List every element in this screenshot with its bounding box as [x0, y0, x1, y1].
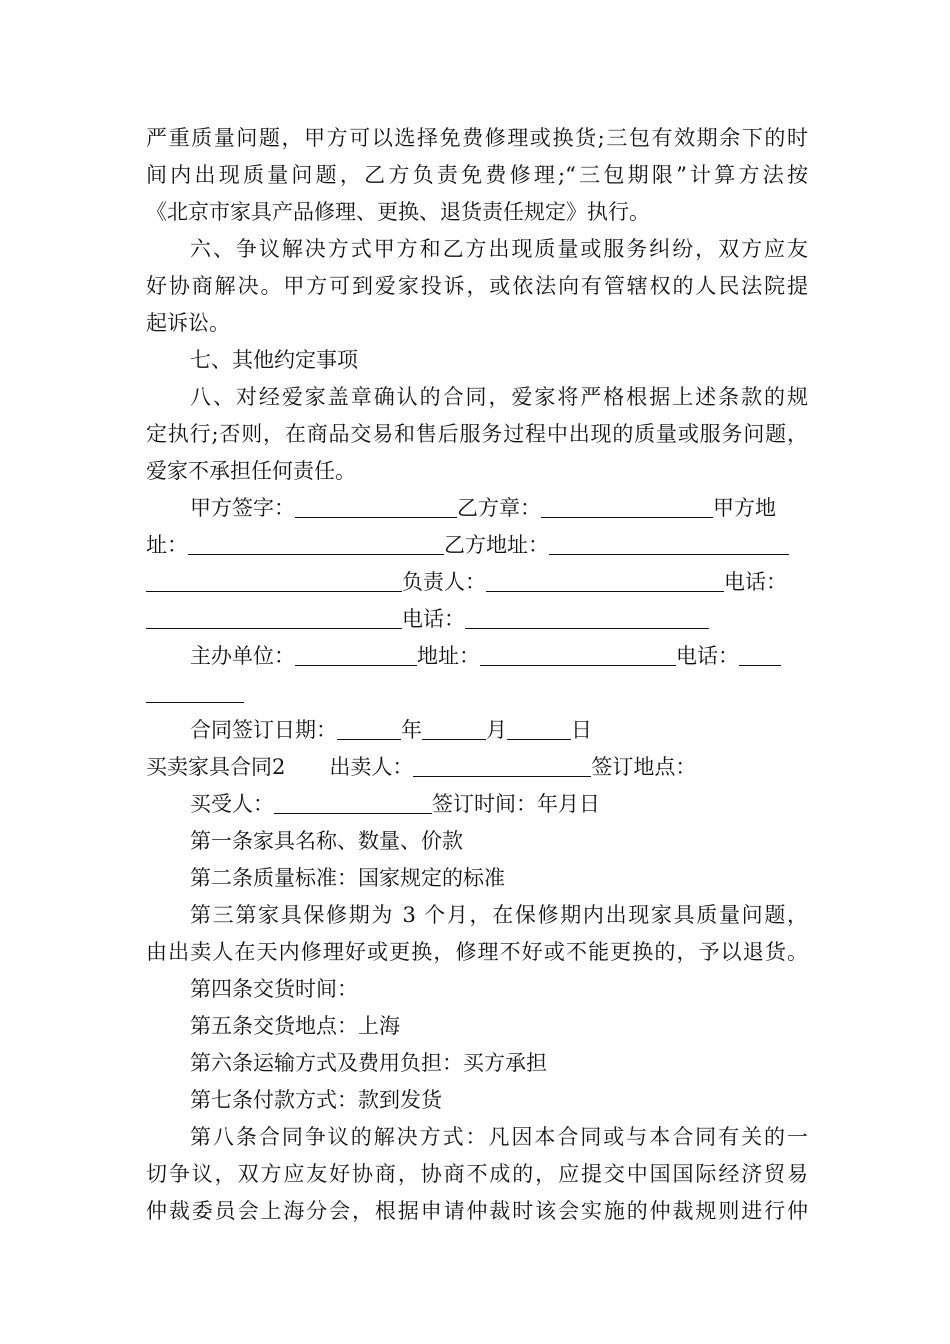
address-cont-blank — [146, 569, 402, 592]
phone-label: 电话： — [724, 570, 787, 594]
contract-2-header — [146, 752, 696, 782]
year-label: 年 — [401, 718, 422, 742]
party-a-sign-blank — [295, 495, 457, 518]
phone-blank-3 — [739, 643, 781, 666]
party-b-seal-label: 乙方章： — [457, 496, 541, 520]
day-label: 日 — [571, 718, 592, 742]
phone-label-2: 电话： — [402, 607, 465, 631]
article-8-line-1: 第八条合同争议的解决方式：凡因本合同或与本合同有关的一 — [190, 1125, 808, 1149]
para-5-line-1: 严重质量问题，甲方可以选择免费修理或换货;三包有效期余下的时 — [146, 126, 808, 150]
address-blank — [480, 643, 676, 666]
buyer-line — [190, 789, 600, 819]
phone-blank-2 — [465, 606, 709, 629]
article-6: 第六条运输方式及费用负担：买方承担 — [190, 1051, 547, 1075]
signature-line-2 — [146, 530, 789, 560]
article-4: 第四条交货时间： — [190, 977, 358, 1001]
article-5: 第五条交货地点：上海 — [190, 1014, 400, 1038]
year-blank — [337, 717, 401, 740]
party-a-sign-label: 甲方签字： — [190, 496, 295, 520]
signature-line-1 — [190, 493, 776, 523]
seller-label: 出卖人： — [329, 755, 414, 779]
signature-line-4 — [146, 604, 709, 634]
party-a-address-label-cont: 址： — [146, 533, 188, 557]
para-8-line-2: 定执行;否则，在商品交易和售后服务过程中出现的质量或服务问题， — [146, 422, 808, 446]
address-label: 地址： — [417, 644, 480, 668]
party-a-address-blank — [188, 532, 444, 555]
party-b-seal-blank — [541, 495, 713, 518]
organizer-blank — [295, 643, 417, 666]
party-b-address-blank — [549, 532, 789, 555]
buyer-label: 买受人： — [190, 792, 274, 816]
article-8-line-3: 仲裁委员会上海分会，根据申请仲裁时该会实施的仲裁规则进行仲 — [146, 1199, 808, 1223]
party-b-address-label: 乙方地址： — [444, 533, 549, 557]
organizer-line — [190, 641, 781, 671]
para-6-line-1: 六、争议解决方式甲方和乙方出现质量或服务纠纷，双方应友 — [190, 237, 808, 261]
article-8-line-2: 切争议，双方应友好协商，协商不成的，应提交中国国际经济贸易 — [146, 1162, 808, 1186]
contract-date-line — [190, 715, 592, 745]
article-7: 第七条付款方式：款到发货 — [190, 1088, 442, 1112]
party-a-address-label: 甲方地 — [713, 496, 776, 520]
phone-blank — [146, 606, 402, 629]
phone-label-3: 电话： — [676, 644, 739, 668]
para-8-line-1: 八、对经爱家盖章确认的合同，爱家将严格根据上述条款的规 — [190, 385, 808, 409]
day-blank — [507, 717, 571, 740]
contract-date-label: 合同签订日期： — [190, 718, 337, 742]
organizer-label: 主办单位： — [190, 644, 295, 668]
para-8-line-3: 爱家不承担任何责任。 — [146, 459, 356, 483]
organizer-line-cont — [146, 678, 244, 708]
principal-blank — [486, 569, 724, 592]
month-blank — [422, 717, 486, 740]
signing-time: 签订时间：年月日 — [432, 792, 600, 816]
buyer-blank — [274, 791, 432, 814]
signing-place-label: 签订地点： — [591, 755, 697, 779]
article-1: 第一条家具名称、数量、价款 — [190, 829, 463, 853]
phone-blank-3-cont — [146, 680, 244, 703]
seller-blank — [413, 754, 591, 777]
article-2: 第二条质量标准：国家规定的标准 — [190, 866, 505, 890]
principal-label: 负责人： — [402, 570, 486, 594]
para-7: 七、其他约定事项 — [190, 348, 358, 372]
article-3-line-1: 第三第家具保修期为 3 个月，在保修期内出现家具质量问题， — [190, 903, 808, 927]
month-label: 月 — [486, 718, 507, 742]
article-3-line-2: 由出卖人在天内修理好或更换，修理不好或不能更换的，予以退货。 — [146, 940, 808, 964]
para-6-line-2: 好协商解决。甲方可到爱家投诉，或依法向有管辖权的人民法院提 — [146, 274, 808, 298]
para-6-line-3: 起诉讼。 — [146, 311, 230, 335]
para-5-line-3: 《北京市家具产品修理、更换、退货责任规定》执行。 — [146, 200, 650, 224]
signature-line-3 — [146, 567, 787, 597]
contract-2-title: 买卖家具合同2 — [146, 755, 286, 779]
para-5-line-2: 间内出现质量问题，乙方负责免费修理;“三包期限”计算方法按 — [146, 163, 808, 187]
